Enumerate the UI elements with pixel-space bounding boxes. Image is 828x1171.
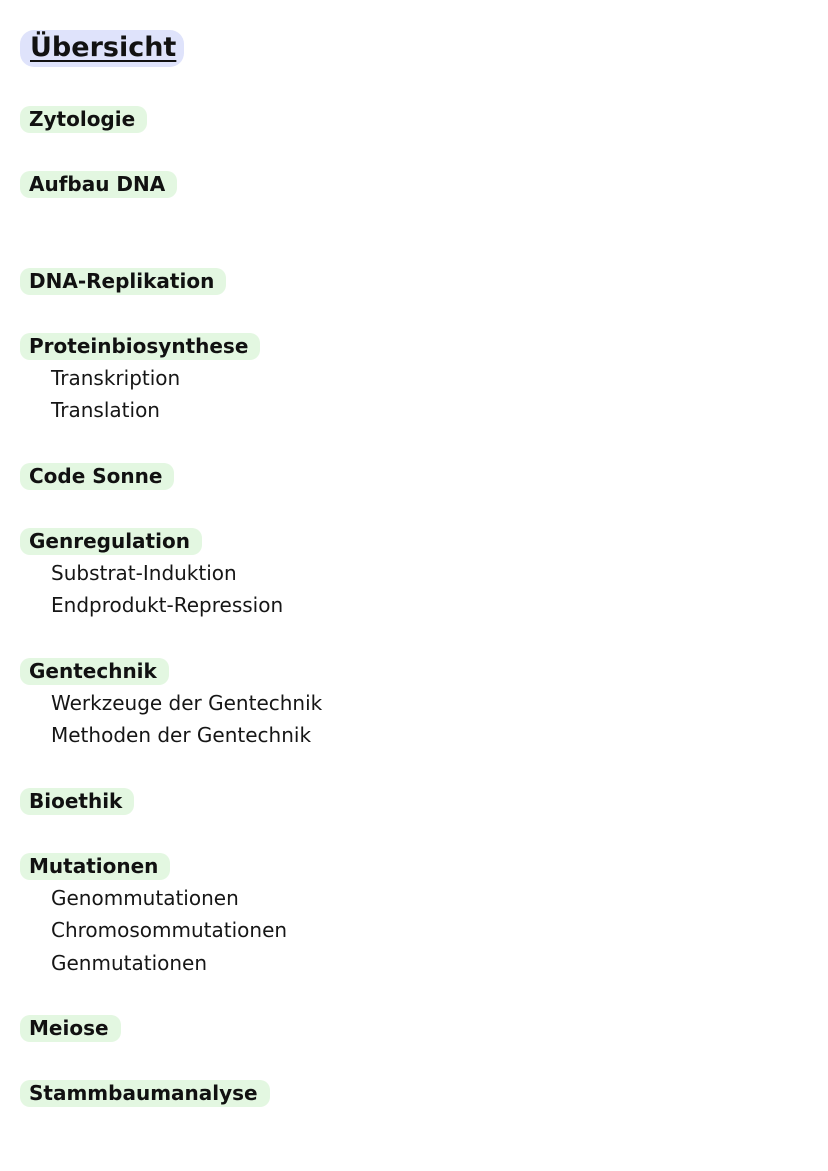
- page-title: Übersicht: [20, 30, 184, 67]
- section-heading-mutationen: Mutationen: [20, 853, 170, 880]
- subtopic-methoden-der-gentechnik: Methoden der Gentechnik: [51, 723, 312, 747]
- section-heading-bioethik: Bioethik: [20, 788, 134, 815]
- subtopic-substrat-induktion: Substrat-Induktion: [51, 561, 237, 585]
- section-heading-gentechnik: Gentechnik: [20, 658, 169, 685]
- subtopic-chromosommutationen: Chromosommutationen: [51, 918, 288, 942]
- section-heading-aufbau-dna: Aufbau DNA: [20, 171, 177, 198]
- section-heading-proteinbiosynthese: Proteinbiosynthese: [20, 333, 260, 360]
- section-heading-code-sonne: Code Sonne: [20, 463, 174, 490]
- section-heading-genregulation: Genregulation: [20, 528, 202, 555]
- subtopic-genommutationen: Genommutationen: [51, 886, 239, 910]
- section-heading-zytologie: Zytologie: [20, 106, 147, 133]
- section-heading-stammbaumanalyse: Stammbaumanalyse: [20, 1080, 270, 1107]
- section-heading-meiose: Meiose: [20, 1015, 121, 1042]
- subtopic-endprodukt-repression: Endprodukt-Repression: [51, 593, 284, 617]
- section-heading-dna-replikation: DNA-Replikation: [20, 268, 226, 295]
- subtopic-werkzeuge-der-gentechnik: Werkzeuge der Gentechnik: [51, 691, 323, 715]
- subtopic-translation: Translation: [51, 398, 160, 422]
- subtopic-genmutationen: Genmutationen: [51, 951, 208, 975]
- subtopic-transkription: Transkription: [51, 366, 181, 390]
